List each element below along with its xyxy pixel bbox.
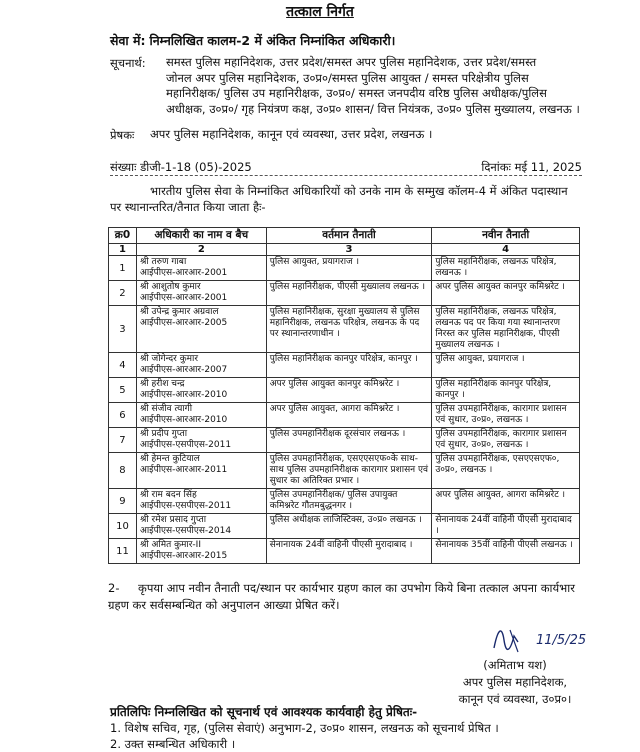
copy-heading: प्रतिलिपिः निम्नलिखित को सूचनार्थ एवं आवश्यक कार्यवाही हेतु प्रेषितः- — [110, 705, 418, 719]
paragraph-2-text: कृपया आप नवीन तैनाती पद/स्थान पर कार्यभार ग्रहण काल का उपभोग किये बिना तत्काल अपना कार्यभार ग्रहण कर सर्वसम्बन्धित को अनुपालन आख्या प्रेषित करें। — [108, 581, 575, 612]
officer-cell — [136, 403, 266, 428]
officer-name: श्री तरुण गाबा — [139, 257, 187, 267]
officer-cell — [136, 514, 266, 539]
officer-name: श्री आशुतोष कुमार — [139, 282, 201, 292]
officer-name: श्री उपेन्द्र कुमार अग्रवाल — [139, 307, 219, 317]
table-row — [109, 489, 580, 514]
current-posting: पुलिस आयुक्त, प्रयागराज । — [266, 256, 432, 281]
officer-cell — [136, 539, 266, 564]
info-line: अधीक्षक, उ०प्र०/ गृह नियंत्रण कक्ष, उ०प्र० शासन/ वित्त नियंत्रक, उ०प्र० पुलिस मुख्यालय, लखनऊ । — [166, 101, 580, 116]
row-serial: 6 — [109, 403, 137, 428]
officer-batch: आईपीएस-आरआर-2015 — [139, 551, 228, 561]
addressee-text: निम्नलिखित कालम-2 में अंकित निम्नांकित अधिकारी। — [149, 33, 396, 48]
officer-cell — [136, 378, 266, 403]
officer-batch: आईपीएस-एसपीएस-2011 — [139, 501, 232, 511]
info-line: महानिरीक्षक/ पुलिस उप महानिरीक्षक, उ०प्र०/ समस्त जनपदीय वरिष्ठ पुलिस अधीक्षक/पुलिस — [166, 86, 547, 100]
row-serial: 8 — [109, 453, 137, 489]
table-row — [109, 353, 580, 378]
col-header-new: नवीन तैनाती — [432, 228, 580, 244]
divider — [110, 175, 582, 176]
posting-table — [108, 227, 580, 564]
new-posting: सेनानायक 35वीं वाहिनी पीएसी लखनऊ । — [432, 539, 580, 564]
signatory-name: (अमिताभ यश) — [483, 658, 547, 672]
officer-cell — [136, 453, 266, 489]
officer-batch: आईपीएस-आरआर-2001 — [139, 268, 228, 278]
new-posting: पुलिस उपमहानिरीक्षक, कारागार प्रशासन एवं सुधार, उ०प्र०, लखनऊ । — [432, 403, 580, 428]
new-posting: पुलिस उपमहानिरीक्षक, एसएएसएफ०, उ०प्र०, लखनऊ । — [432, 453, 580, 489]
sender-text: अपर पुलिस महानिदेशक, कानून एवं व्यवस्था, उत्तर प्रदेश, लखनऊ । — [150, 127, 433, 141]
signature-date: 11/5/25 — [536, 633, 587, 648]
info-line: जोनल अपर पुलिस महानिदेशक, उ०प्र०/समस्त पुलिस आयुक्त / समस्त परिक्षेत्रीय पुलिस — [166, 70, 529, 85]
addressee-line — [110, 32, 395, 49]
officer-batch: आईपीएस-आरआर-2010 — [139, 415, 228, 425]
row-serial: 2 — [109, 281, 137, 306]
officer-name: श्री हेमन्त कुटियाल — [139, 454, 200, 464]
addressee-label: सेवा में: — [110, 33, 146, 48]
col-header-officer: अधिकारी का नाम व बैच — [136, 228, 266, 244]
new-posting: पुलिस उपमहानिरीक्षक, कारागार प्रशासन एवं सुधार, उ०प्र०, लखनऊ । — [432, 428, 580, 453]
table-row — [109, 403, 580, 428]
officer-batch: आईपीएस-आरआर-2007 — [139, 365, 228, 375]
signatory-block — [430, 657, 600, 708]
current-posting: पुलिस महानिरीक्षक, पीएसी मुख्यालय लखनऊ । — [266, 281, 432, 306]
current-posting: सेनानायक 24वीं वाहिनी पीएसी मुरादाबाद । — [266, 539, 432, 564]
officer-name: श्री प्रदीप गुप्ता — [139, 429, 188, 439]
new-posting: अपर पुलिस आयुक्त कानपुर कमिश्नरेट । — [432, 281, 580, 306]
current-posting: पुलिस महानिरीक्षक, सुरक्षा मुख्यालय से पुलिस महानिरीक्षक, लखनऊ परिक्षेत्र, लखनऊ के पद पर स्थानान्तरणाधीन । — [266, 306, 432, 353]
officer-cell — [136, 256, 266, 281]
reference-row — [110, 160, 582, 175]
officer-name: श्री अमित कुमार-II — [139, 540, 201, 550]
current-posting: पुलिस अधीक्षक लाजिस्टिक्स, उ०प्र० लखनऊ । — [266, 514, 432, 539]
new-posting: पुलिस महानिरीक्षक, लखनऊ परिक्षेत्र, लखनऊ पद पर किया गया स्थानान्तरण निरस्त कर पुलिस महानिरीक्षक, पीएसी मुख्यालय लखनऊ । — [432, 306, 580, 353]
info-label: सूचनार्थ: — [110, 56, 146, 70]
current-posting: पुलिस उपमहानिरीक्षक, एसएएसएफ०के साथ-साथ पुलिस उपमहानिरीक्षक कारागार प्रशासन एवं सुधार का अतिरिक्त प्रभार । — [266, 453, 432, 489]
col-number: 4 — [432, 244, 580, 256]
officer-name: श्री रमेश प्रसाद गुप्ता — [139, 515, 207, 525]
officer-cell — [136, 306, 266, 353]
paragraph-number: 2- — [108, 581, 120, 595]
officer-name: श्री जोगेन्दर कुमार — [139, 354, 199, 364]
officer-name: श्री राम बदन सिंह — [139, 490, 197, 500]
officer-batch: आईपीएस-आरआर-2005 — [139, 318, 228, 328]
officer-cell — [136, 489, 266, 514]
row-serial: 1 — [109, 256, 137, 281]
officer-batch: आईपीएस-आरआर-2011 — [139, 465, 228, 475]
table-row — [109, 306, 580, 353]
current-posting: अपर पुलिस आयुक्त, आगरा कमिश्नरेट । — [266, 403, 432, 428]
intro-paragraph: भारतीय पुलिस सेवा के निम्नांकित अधिकारियों को उनके नाम के सम्मुख कॉलम-4 में अंकित पदास्थान पर स्थानान्तरित/तैनात किया जाता हैः- — [110, 184, 568, 214]
reference-date: दिनांकः मई 11, 2025 — [481, 160, 582, 174]
col-number: 1 — [109, 244, 137, 256]
table-row — [109, 539, 580, 564]
current-posting: अपर पुलिस आयुक्त कानपुर कमिश्नरेट । — [266, 378, 432, 403]
col-header-sn: क्र0 — [109, 228, 137, 244]
row-serial: 11 — [109, 539, 137, 564]
officer-batch: आईपीएस-एसपीएस-2011 — [139, 440, 232, 450]
new-posting: पुलिस महानिरीक्षक कानपुर परिक्षेत्र, कानपुर । — [432, 378, 580, 403]
row-serial: 4 — [109, 353, 137, 378]
table-row — [109, 453, 580, 489]
col-number: 3 — [266, 244, 432, 256]
sender-label: प्रेषकः — [110, 128, 135, 142]
officer-batch: आईपीएस-आरआर-2001 — [139, 293, 228, 303]
row-serial: 7 — [109, 428, 137, 453]
reference-number: संख्याः डीजी-1-18 (05)-2025 — [110, 160, 252, 174]
officer-name: श्री हरीश चन्द्र — [139, 379, 185, 389]
new-posting: अपर पुलिस आयुक्त, आगरा कमिश्नरेट । — [432, 489, 580, 514]
row-serial: 5 — [109, 378, 137, 403]
current-posting: पुलिस महानिरीक्षक कानपुर परिक्षेत्र, कानपुर । — [266, 353, 432, 378]
current-posting: पुलिस उपमहानिरीक्षक दूरसंचार लखनऊ । — [266, 428, 432, 453]
document-title: तत्काल निर्गत — [286, 4, 354, 20]
table-row — [109, 378, 580, 403]
copy-item: 2. उक्त सम्बन्धित अधिकारी । — [110, 737, 236, 751]
table-row — [109, 256, 580, 281]
new-posting: पुलिस आयुक्त, प्रयागराज । — [432, 353, 580, 378]
table-row — [109, 281, 580, 306]
col-number: 2 — [136, 244, 266, 256]
paragraph-2 — [108, 580, 582, 614]
current-posting: पुलिस उपमहानिरीक्षक/ पुलिस उपायुक्त कमिश्नरेट गौतमबुद्धनगर । — [266, 489, 432, 514]
col-header-current: वर्तमान तैनाती — [266, 228, 432, 244]
copy-item: 1. विशेष सचिव, गृह, (पुलिस सेवाएं) अनुभाग-2, उ०प्र० शासन, लखनऊ को सूचनार्थ प्रेषित । — [110, 721, 499, 735]
column-number-row — [109, 244, 580, 256]
officer-batch: आईपीएस-एसपीएस-2014 — [139, 526, 232, 536]
table-row — [109, 428, 580, 453]
new-posting: सेनानायक 24वीं वाहिनी पीएसी मुरादाबाद । — [432, 514, 580, 539]
officer-cell — [136, 281, 266, 306]
info-line: समस्त पुलिस महानिदेशक, उत्तर प्रदेश/समस्त अपर पुलिस महानिदेशक, उत्तर प्रदेश/समस्त — [166, 55, 537, 69]
signature-mark — [488, 618, 598, 658]
officer-batch: आईपीएस-आरआर-2010 — [139, 390, 228, 400]
row-serial: 3 — [109, 306, 137, 353]
table-header-row — [109, 228, 580, 244]
new-posting: पुलिस महानिरीक्षक, लखनऊ परिक्षेत्र, लखनऊ । — [432, 256, 580, 281]
row-serial: 10 — [109, 514, 137, 539]
officer-name: श्री संजीव त्यागी — [139, 404, 193, 414]
signatory-office: कानून एवं व्यवस्था, उ०प्र०। — [458, 692, 572, 706]
officer-cell — [136, 353, 266, 378]
row-serial: 9 — [109, 489, 137, 514]
table-row — [109, 514, 580, 539]
officer-cell — [136, 428, 266, 453]
signatory-designation: अपर पुलिस महानिदेशक, — [462, 675, 568, 689]
info-block — [166, 55, 586, 117]
